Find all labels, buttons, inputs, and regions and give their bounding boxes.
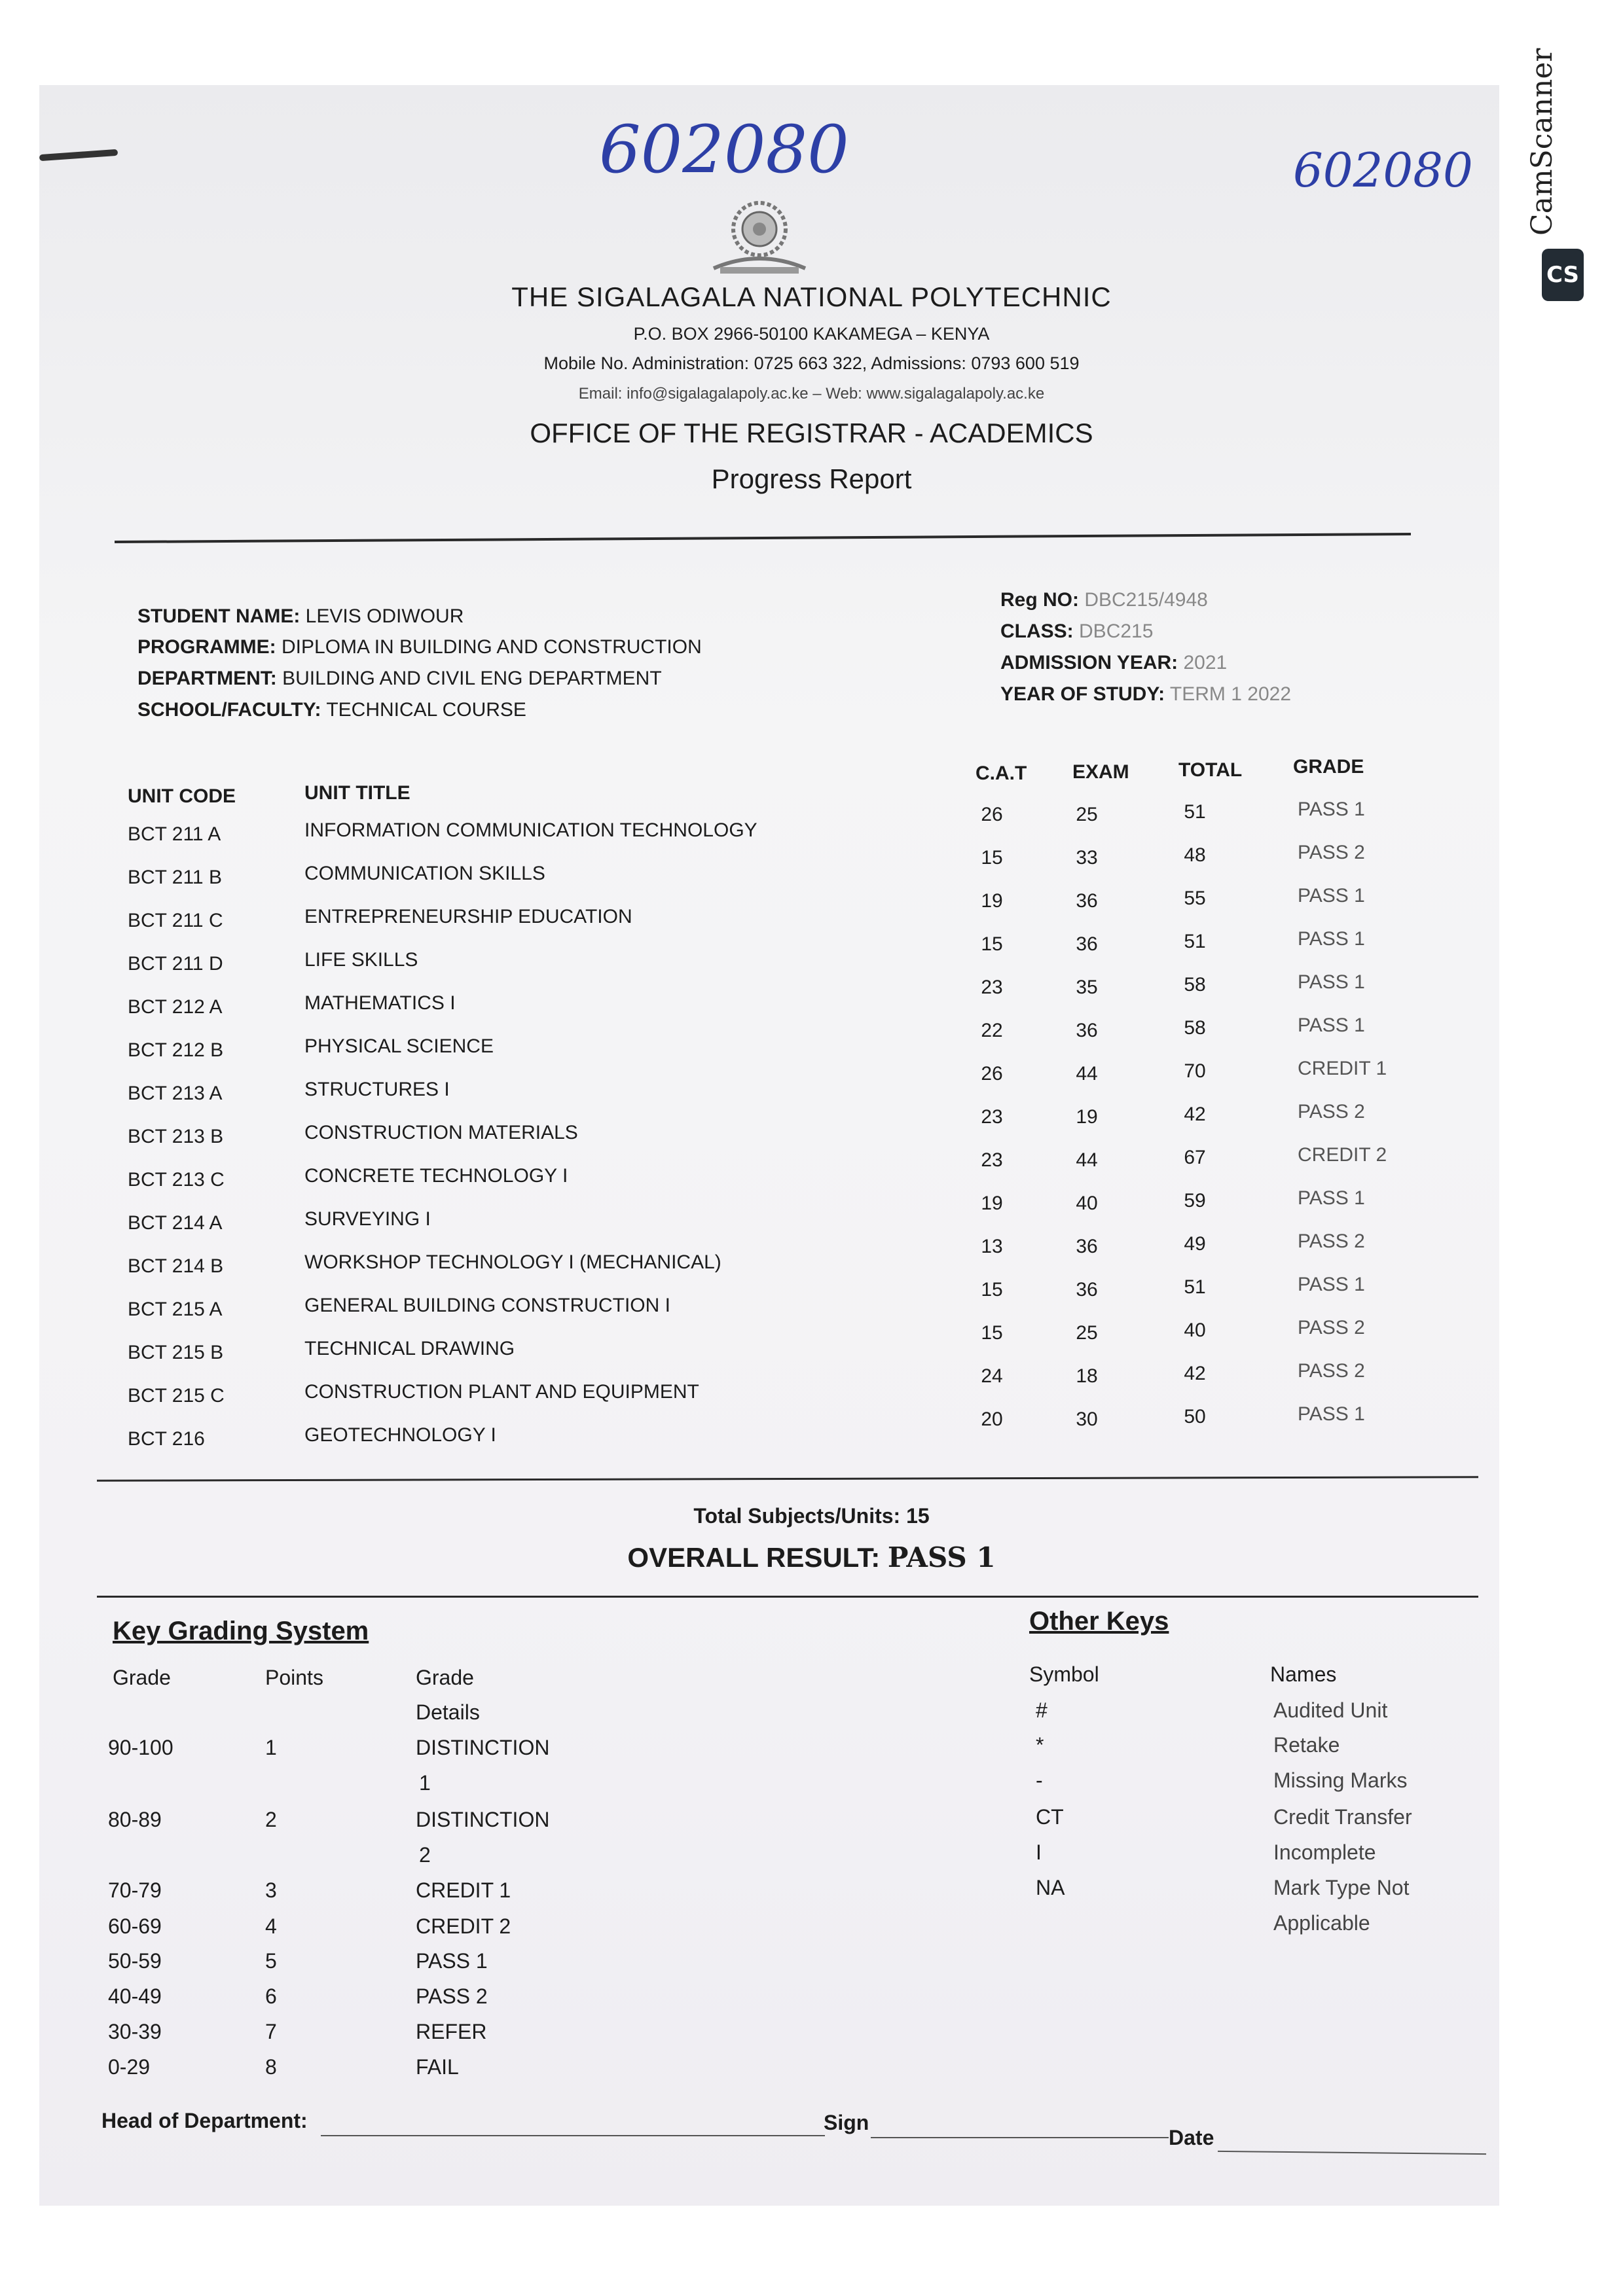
other-keys-title: Other Keys [1029, 1607, 1169, 1636]
unit-title-cell: CONSTRUCTION MATERIALS [304, 1122, 578, 1143]
institution-phones: Mobile No. Administration: 0725 663 322, Admissions: 0793 600 519 [543, 353, 1080, 373]
col-exam: EXAM [1072, 761, 1129, 783]
grade-cell: PASS 1 [1298, 1403, 1365, 1425]
grading-points: 7 [265, 2020, 277, 2043]
unit-code-cell: BCT 213 A [128, 1083, 223, 1104]
grade-cell: PASS 2 [1298, 1101, 1365, 1122]
col-unit-code: UNIT CODE [128, 785, 236, 807]
grade-cell: CREDIT 2 [1298, 1144, 1387, 1166]
hod-signature-line [321, 2135, 825, 2136]
total-cell: 70 [1184, 1060, 1206, 1082]
grade-cell: PASS 1 [1298, 1014, 1365, 1036]
grading-details: REFER [416, 2020, 487, 2043]
cat-cell: 20 [981, 1408, 1003, 1430]
grade-cell: CREDIT 1 [1298, 1058, 1387, 1079]
grade-cell: PASS 2 [1298, 842, 1365, 863]
grading-range: 30-39 [108, 2020, 162, 2043]
total-cell: 40 [1184, 1319, 1206, 1341]
school-label: SCHOOL/FACULTY: [137, 699, 321, 721]
grading-details: CREDIT 2 [416, 1914, 511, 1938]
exam-cell: 35 [1076, 977, 1098, 998]
grading-range: 40-49 [108, 1984, 162, 2008]
overall-result [0, 1541, 1623, 1573]
total-cell: 48 [1184, 844, 1206, 866]
grading-points: 6 [265, 1984, 277, 2008]
grading-details-suffix: 1 [419, 1771, 431, 1795]
exam-cell: 36 [1076, 1279, 1098, 1300]
unit-title-cell: GENERAL BUILDING CONSTRUCTION I [304, 1295, 670, 1316]
department-value: BUILDING AND CIVIL ENG DEPARTMENT [282, 668, 662, 689]
handwritten-number-corner: 602080 [1293, 143, 1473, 198]
other-key-symbol: - [1036, 1768, 1043, 1792]
exam-cell: 36 [1076, 1020, 1098, 1041]
overall-result-label: OVERALL RESULT: [627, 1542, 881, 1573]
reg-number-value: DBC215/4948 [1084, 589, 1208, 611]
unit-code-cell: BCT 213 C [128, 1169, 225, 1191]
total-cell: 67 [1184, 1147, 1206, 1168]
institution-address: P.O. BOX 2966-50100 KAKAMEGA – KENYA [633, 324, 990, 344]
cat-cell: 23 [981, 1106, 1003, 1128]
exam-cell: 25 [1076, 804, 1098, 825]
cat-cell: 15 [981, 933, 1003, 955]
grade-cell: PASS 1 [1298, 928, 1365, 950]
unit-title-cell: INFORMATION COMMUNICATION TECHNOLOGY [304, 819, 757, 841]
cat-cell: 22 [981, 1020, 1003, 1041]
cat-cell: 15 [981, 847, 1003, 869]
total-cell: 42 [1184, 1103, 1206, 1125]
grade-cell: PASS 1 [1298, 798, 1365, 820]
cat-cell: 26 [981, 804, 1003, 825]
cat-cell: 23 [981, 977, 1003, 998]
department-line [137, 668, 662, 690]
unit-code-cell: BCT 214 A [128, 1212, 223, 1234]
unit-title-cell: CONSTRUCTION PLANT AND EQUIPMENT [304, 1381, 699, 1403]
unit-code-cell: BCT 216 [128, 1428, 205, 1450]
other-key-symbol: I [1036, 1840, 1042, 1864]
handwritten-number-top: 602080 [599, 111, 849, 188]
date-label: Date [1169, 2126, 1214, 2149]
exam-cell: 18 [1076, 1365, 1098, 1387]
admission-year-line [1000, 652, 1227, 674]
programme-value: DIPLOMA IN BUILDING AND CONSTRUCTION [282, 636, 702, 658]
cat-cell: 19 [981, 1193, 1003, 1214]
department-label: DEPARTMENT: [137, 668, 277, 689]
cat-cell: 26 [981, 1063, 1003, 1085]
unit-code-cell: BCT 212 B [128, 1039, 224, 1061]
exam-cell: 44 [1076, 1063, 1098, 1085]
exam-cell: 30 [1076, 1408, 1098, 1430]
class-line [1000, 620, 1153, 643]
student-name-line [137, 605, 464, 628]
grading-col-points: Points [265, 1666, 323, 1689]
total-cell: 49 [1184, 1233, 1206, 1255]
grading-range: 50-59 [108, 1949, 162, 1973]
grading-points: 4 [265, 1914, 277, 1938]
cat-cell: 13 [981, 1236, 1003, 1257]
grading-range: 60-69 [108, 1914, 162, 1938]
total-cell: 58 [1184, 974, 1206, 996]
col-cat: C.A.T [976, 762, 1027, 784]
grade-cell: PASS 2 [1298, 1360, 1365, 1382]
grade-cell: PASS 2 [1298, 1317, 1365, 1338]
programme-label: PROGRAMME: [137, 636, 276, 658]
total-cell: 51 [1184, 1276, 1206, 1298]
grading-points: 8 [265, 2055, 277, 2079]
school-value: TECHNICAL COURSE [326, 699, 526, 721]
grading-details-suffix: 2 [419, 1843, 431, 1867]
unit-title-cell: WORKSHOP TECHNOLOGY I (MECHANICAL) [304, 1251, 721, 1273]
grading-details: FAIL [416, 2055, 459, 2079]
cat-cell: 24 [981, 1365, 1003, 1387]
key-grading-title: Key Grading System [113, 1617, 369, 1645]
report-title: Progress Report [711, 463, 912, 494]
sign-label: Sign [824, 2111, 869, 2134]
polytechnic-crest-logo [707, 196, 812, 281]
other-key-name: Retake [1273, 1733, 1340, 1757]
grading-details: DISTINCTION [416, 1736, 550, 1759]
other-key-name: Mark Type Not [1273, 1876, 1410, 1899]
sign-line [871, 2137, 1169, 2138]
unit-title-cell: LIFE SKILLS [304, 949, 418, 971]
grading-points: 2 [265, 1808, 277, 1831]
cat-cell: 15 [981, 1279, 1003, 1300]
summary-divider [97, 1596, 1478, 1598]
other-key-symbol: # [1036, 1698, 1048, 1722]
grading-col-details-2: Details [416, 1700, 480, 1724]
grade-cell: PASS 1 [1298, 1274, 1365, 1295]
unit-code-cell: BCT 213 B [128, 1126, 224, 1147]
total-cell: 59 [1184, 1190, 1206, 1211]
col-total: TOTAL [1178, 759, 1243, 781]
school-line [137, 699, 526, 721]
unit-code-cell: BCT 215 B [128, 1342, 224, 1363]
unit-code-cell: BCT 211 A [128, 823, 221, 845]
grading-details: PASS 1 [416, 1949, 488, 1973]
exam-cell: 36 [1076, 933, 1098, 955]
unit-title-cell: MATHEMATICS I [304, 992, 456, 1014]
exam-cell: 44 [1076, 1149, 1098, 1171]
grading-details: DISTINCTION [416, 1808, 550, 1831]
grading-range: 0-29 [108, 2055, 151, 2079]
grading-details: PASS 2 [416, 1984, 488, 2008]
total-cell: 51 [1184, 801, 1206, 823]
total-cell: 51 [1184, 931, 1206, 952]
grade-cell: PASS 2 [1298, 1230, 1365, 1252]
exam-cell: 40 [1076, 1193, 1098, 1214]
grading-col-details: Grade [416, 1666, 474, 1689]
total-cell: 55 [1184, 888, 1206, 909]
unit-code-cell: BCT 211 B [128, 867, 222, 888]
total-units: Total Subjects/Units: 15 [693, 1504, 930, 1528]
programme-line [137, 636, 702, 658]
other-key-symbol: NA [1036, 1876, 1065, 1899]
cat-cell: 19 [981, 890, 1003, 912]
grading-points: 1 [265, 1736, 277, 1759]
scanner-watermark: CamScanner [1525, 48, 1559, 236]
student-name-label: STUDENT NAME: [137, 605, 301, 627]
other-key-name: Applicable [1273, 1911, 1370, 1935]
overall-result-value: PASS 1 [887, 1541, 996, 1573]
grading-range: 70-79 [108, 1878, 162, 1902]
total-cell: 42 [1184, 1363, 1206, 1384]
grading-range: 90-100 [108, 1736, 173, 1759]
grading-points: 5 [265, 1949, 277, 1973]
col-grade: GRADE [1293, 756, 1364, 778]
head-of-department-label: Head of Department: [101, 2109, 308, 2132]
other-key-name: Audited Unit [1273, 1698, 1388, 1722]
grade-cell: PASS 1 [1298, 1187, 1365, 1209]
other-keys-col-names: Names [1270, 1662, 1337, 1686]
grading-col-grade: Grade [113, 1666, 171, 1689]
grade-cell: PASS 1 [1298, 885, 1365, 906]
unit-title-cell: ENTREPRENEURSHIP EDUCATION [304, 906, 632, 927]
unit-code-cell: BCT 211 D [128, 953, 223, 975]
other-keys-col-symbol: Symbol [1029, 1662, 1099, 1686]
cat-cell: 23 [981, 1149, 1003, 1171]
grade-cell: PASS 1 [1298, 971, 1365, 993]
year-of-study-value: TERM 1 2022 [1169, 683, 1292, 705]
unit-title-cell: GEOTECHNOLOGY I [304, 1424, 496, 1446]
unit-code-cell: BCT 215 A [128, 1299, 223, 1320]
exam-cell: 36 [1076, 890, 1098, 912]
year-of-study-label: YEAR OF STUDY: [1000, 683, 1165, 705]
grading-range: 80-89 [108, 1808, 162, 1831]
institution-name: THE SIGALAGALA NATIONAL POLYTECHNIC [511, 281, 1112, 312]
unit-title-cell: TECHNICAL DRAWING [304, 1338, 515, 1359]
col-unit-title: UNIT TITLE [304, 782, 410, 804]
scanner-logo-icon: CS [1542, 249, 1584, 301]
admission-year-value: 2021 [1183, 652, 1228, 673]
unit-code-cell: BCT 211 C [128, 910, 223, 931]
unit-code-cell: BCT 215 C [128, 1385, 225, 1407]
unit-title-cell: CONCRETE TECHNOLOGY I [304, 1165, 568, 1187]
institution-email-web: Email: info@sigalagalapoly.ac.ke – Web: www.sigalagalapoly.ac.ke [578, 385, 1045, 403]
other-key-name: Credit Transfer [1273, 1805, 1412, 1829]
unit-title-cell: STRUCTURES I [304, 1079, 450, 1100]
other-key-symbol: CT [1036, 1805, 1064, 1829]
grading-points: 3 [265, 1878, 277, 1902]
exam-cell: 33 [1076, 847, 1098, 869]
unit-title-cell: COMMUNICATION SKILLS [304, 863, 545, 884]
admission-year-label: ADMISSION YEAR: [1000, 652, 1178, 673]
cat-cell: 15 [981, 1322, 1003, 1344]
total-cell: 50 [1184, 1406, 1206, 1427]
student-name-value: LEVIS ODIWOUR [305, 605, 464, 627]
reg-number-label: Reg NO: [1000, 589, 1079, 611]
unit-title-cell: PHYSICAL SCIENCE [304, 1035, 494, 1057]
reg-number-line [1000, 589, 1208, 611]
exam-cell: 36 [1076, 1236, 1098, 1257]
class-label: CLASS: [1000, 620, 1074, 642]
unit-code-cell: BCT 214 B [128, 1255, 224, 1277]
year-of-study-line [1000, 683, 1291, 706]
grading-details: CREDIT 1 [416, 1878, 511, 1902]
unit-title-cell: SURVEYING I [304, 1208, 431, 1230]
other-key-symbol: * [1036, 1733, 1044, 1757]
unit-code-cell: BCT 212 A [128, 996, 223, 1018]
other-key-name: Missing Marks [1273, 1768, 1408, 1792]
class-value: DBC215 [1079, 620, 1154, 642]
total-cell: 58 [1184, 1017, 1206, 1039]
office-title: OFFICE OF THE REGISTRAR - ACADEMICS [530, 418, 1093, 448]
exam-cell: 25 [1076, 1322, 1098, 1344]
exam-cell: 19 [1076, 1106, 1098, 1128]
other-key-name: Incomplete [1273, 1840, 1376, 1864]
